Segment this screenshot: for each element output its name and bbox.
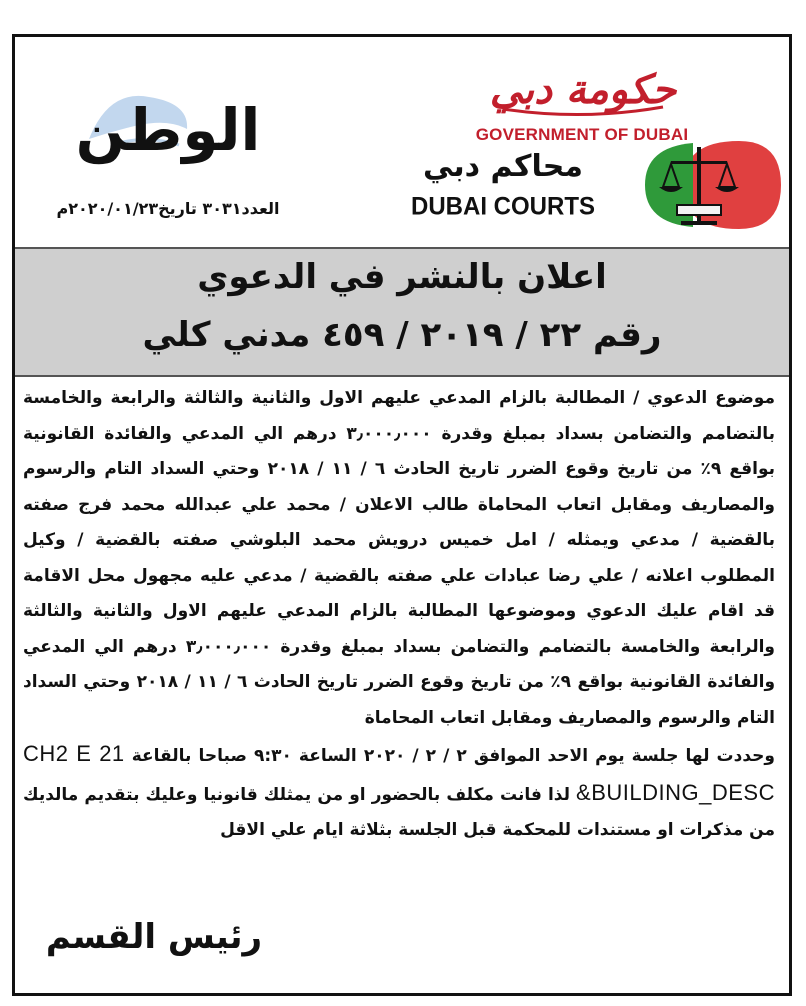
building-placeholder: CH2 E 21 &BUILDING_DESC	[23, 741, 775, 805]
dubai-courts-english: DUBAI COURTS	[411, 192, 595, 221]
hearing-details: وحددت لها جلسة يوم الاحد الموافق ٢ / ٢ / ٢٠٢٠ الساعة ٩:٣٠ صباحا بالقاعة	[131, 746, 776, 766]
notice-body	[23, 381, 775, 849]
notice-frame	[12, 34, 792, 996]
dubai-courts-block	[376, 135, 781, 243]
case-number: رقم ٢٢ / ٢٠١٩ / ٤٥٩ مدني كلي	[142, 315, 662, 355]
attendance-instructions: لذا فانت مكلف بالحضور او من يمثلك قانونيا وعليك بتقديم مالديك من مذكرات او مستندات للمحكمة قبل الجلسة بثلاثة ايام علي الاقل	[23, 784, 775, 840]
notice-title: اعلان بالنشر في الدعوي	[197, 257, 607, 297]
notice-title-banner	[15, 247, 789, 377]
header	[15, 37, 789, 247]
government-of-dubai-english: GOVERNMENT OF DUBAI	[475, 125, 689, 144]
dubai-courts-arabic: محاكم دبي	[423, 149, 583, 184]
notice-paragraph-1: موضوع الدعوي / المطالبة بالزام المدعي عليهم الاول والثانية والثالثة والرابعة والخامسة بالتضامم والتضامن بسداد بمبلغ وقدرة ٣٫٠٠٠٫٠٠٠ درهم الي المدعي والفائدة القانونية بواقع ٩٪ من تاريخ وقوع الضرر تاريخ الحادث ٦ / ١١ / ٢٠١٨ وحتي السداد التام والرسوم والمصاريف ومقابل اتعاب المحاماة طالب الاعلان / محمد علي عبدالله محمد فرج صفته بالقضية / مدعي ويمثله / امل خميس درويش محمد البلوشي صفته بالقضية / وكيل المطلوب اعلانه / علي رضا عبادات علي صفته بالقضية / مدعي عليه مجهول محل الاقامة قد اقام عليك الدعوي وموضوعها المطالبة بالزام المدعي عليهم الاول والثانية والثالثة والرابعة والخامسة بالتضامم والتضامن بسداد بمبلغ وقدرة ٣٫٠٠٠٫٠٠٠ درهم الي المدعي والفائدة القانونية بواقع ٩٪ من تاريخ وقوع الضرر تاريخ الحادث ٦ / ١١ / ٢٠١٨ وحتي السداد التام والرسوم والمصاريف ومقابل اتعاب المحاماة	[23, 388, 776, 728]
issue-number-date: العدد٣٠٣١ تاريخ٢٠٢٠/٠١/٢٣م	[56, 199, 280, 218]
government-of-dubai-arabic-logo	[483, 55, 683, 117]
scales-of-justice-icon	[631, 137, 781, 233]
notice-paragraph-2	[23, 736, 775, 849]
newspaper-masthead	[23, 73, 313, 233]
newspaper-name: الوطن	[75, 96, 261, 164]
svg-text:حكومة دبي: حكومة دبي	[489, 66, 677, 113]
signature-section-head: رئيس القسم	[45, 917, 263, 957]
